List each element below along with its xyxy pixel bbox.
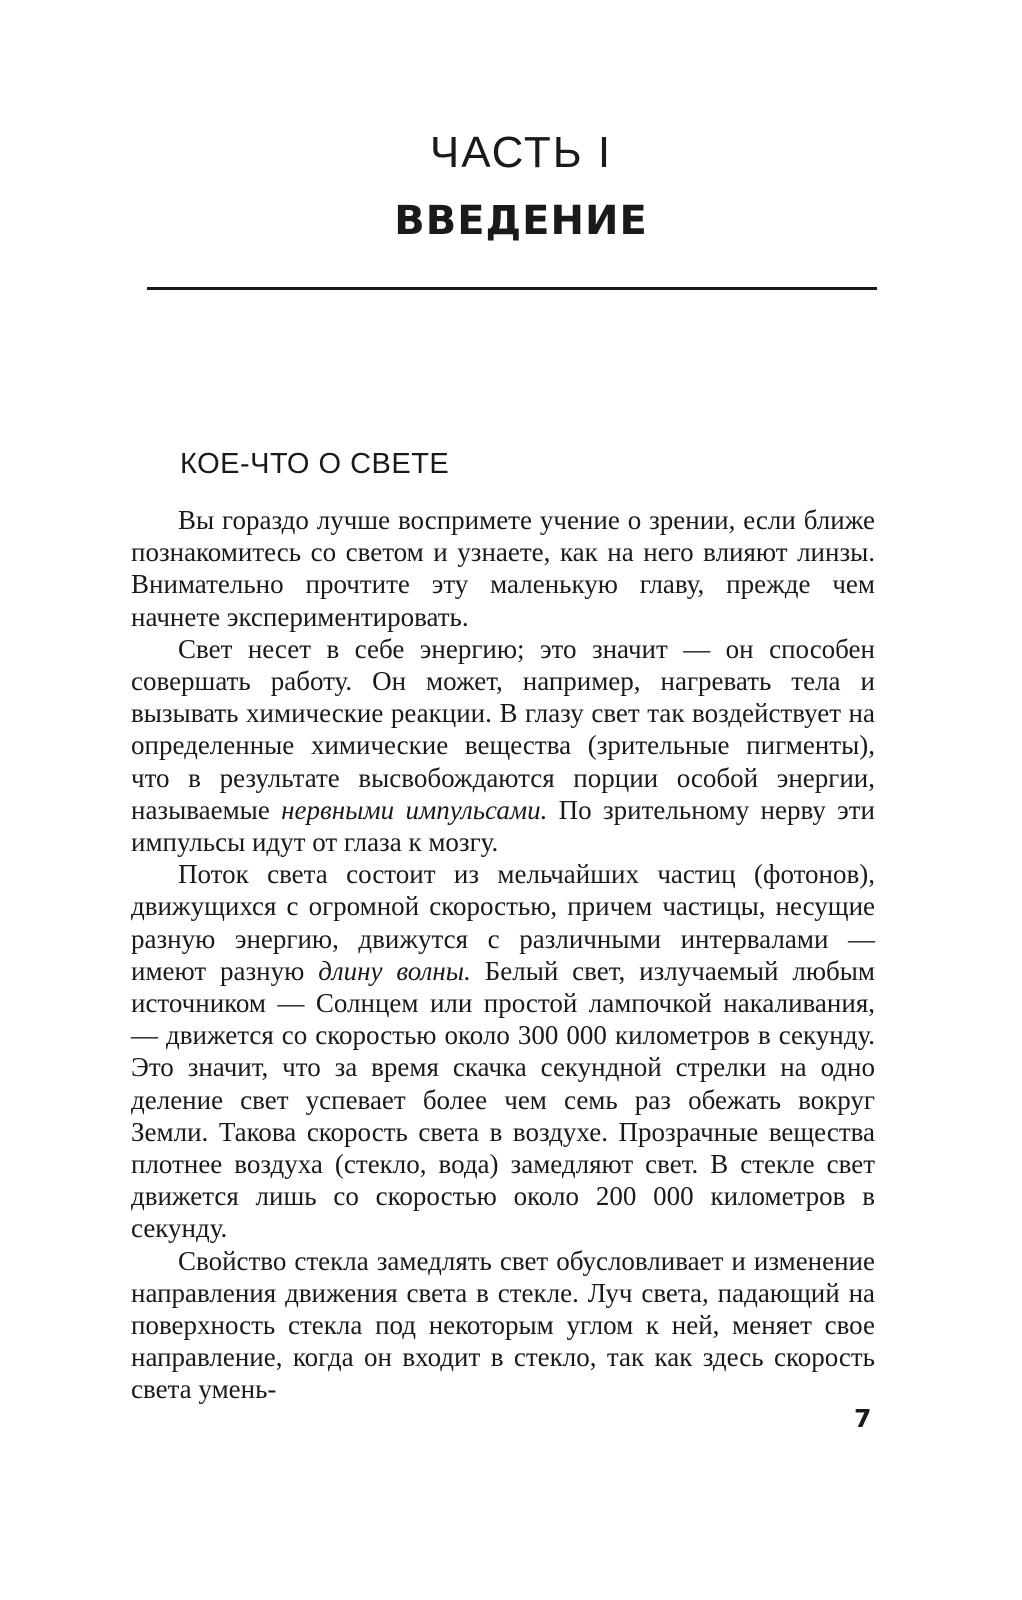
paragraph-3-italic-term: длину волны. <box>318 955 471 986</box>
paragraph-3-text: Поток света состоит из мельчайших частиц (фотонов), движущихся с огромной скоростью, причем частицы, несущие разную энергию, движутся с различными интервалами — имеют разную <box>131 859 875 986</box>
body-text <box>131 504 875 1406</box>
part-title: ВВЕДЕНИЕ <box>394 198 648 244</box>
section-heading: КОЕ-ЧТО О СВЕТЕ <box>180 448 450 480</box>
paragraph-4: Свойство стекла замедлять свет обусловливает и изменение направления движения света в стекле. Луч света, падающий на поверхность стекла под некоторым углом к ней, меняет свое направление, когда он входит в стекло, так как здесь скорость света умень- <box>131 1245 875 1405</box>
part-label: ЧАСТЬ I <box>429 128 613 177</box>
paragraph-2-text: Свет несет в себе энергию; это значит — он способен совершать работу. Он может, например, нагревать тела и вызывать химические реакции. В глазу свет так воздействует на определенные химические вещества (зрительные пигменты), что в результате высвобождаются порции особой энергии, называемые <box>131 633 875 825</box>
paragraph-3 <box>131 858 875 1244</box>
paragraph-2-text-end: По зрительному нерву эти импульсы идут от глаза к мозгу. <box>131 794 875 858</box>
paragraph-1: Вы гораздо лучше воспримете учение о зрении, если ближе познакомитесь со светом и узнаете, как на него влияют линзы. Внимательно прочтите эту маленькую главу, прежде чем начнете экспериментировать. <box>131 505 875 632</box>
paragraph-2-italic-term: нервными импульсами. <box>281 794 548 825</box>
paragraph-3-text-end: Белый свет, излучаемый любым источником — Солнцем или простой лампочкой накаливания, — движется со скоростью около 300 000 километров в секунду. Это значит, что за время скачка секундной стрелки на одно деление свет успевает более чем семь раз обежать вокруг Земли. Такова скорость света в воздухе. Прозрачные вещества плотнее воздуха (стекло, вода) замедляют свет. В стекле свет движется лишь со скоростью около 200 000 километров в секунду. <box>131 955 875 1244</box>
horizontal-rule <box>147 287 877 290</box>
page-number: 7 <box>854 1404 872 1433</box>
paragraph-2 <box>131 633 875 858</box>
